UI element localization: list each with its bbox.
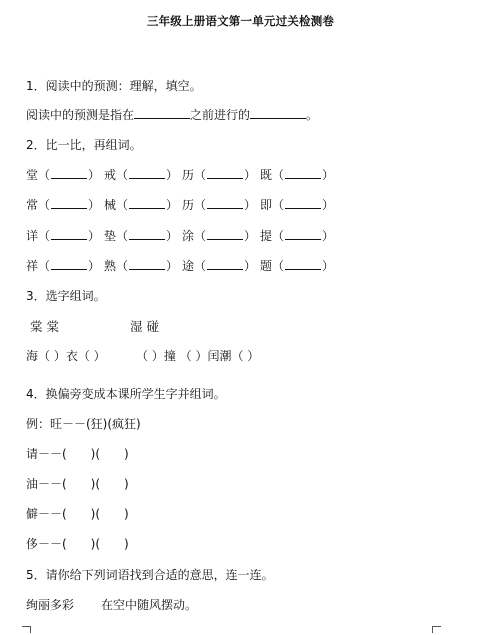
answer-blank[interactable] bbox=[207, 198, 243, 209]
q2-cell: 垫（ ） bbox=[104, 229, 179, 243]
q2-cell: 常（ ） bbox=[26, 198, 101, 212]
q2-row bbox=[26, 166, 338, 183]
q1-blank-2[interactable] bbox=[250, 108, 306, 119]
q3-line-a: 海（ ）衣（ ） bbox=[26, 349, 106, 363]
q2-row bbox=[26, 257, 338, 274]
answer-blank[interactable] bbox=[51, 168, 87, 179]
answer-blank[interactable] bbox=[207, 168, 243, 179]
answer-blank[interactable] bbox=[129, 229, 165, 240]
answer-blank[interactable] bbox=[285, 259, 321, 270]
q4-item[interactable]: 请－－( )( ) bbox=[26, 447, 129, 461]
q2-cell: 熟（ ） bbox=[104, 259, 179, 273]
q4-item[interactable]: 油－－( )( ) bbox=[26, 477, 129, 491]
q2-cell: 题（ ） bbox=[260, 259, 335, 273]
q2-cell: 械（ ） bbox=[104, 198, 179, 212]
q2-cell: 涂（ ） bbox=[182, 229, 257, 243]
q1-blank-1[interactable] bbox=[134, 108, 190, 119]
answer-blank[interactable] bbox=[285, 168, 321, 179]
answer-blank[interactable] bbox=[285, 229, 321, 240]
q4-item[interactable]: 僻－－( )( ) bbox=[26, 507, 129, 521]
q5-meaning[interactable]: 在空中随风摆动。 bbox=[101, 598, 198, 612]
q2-cell: 祥（ ） bbox=[26, 259, 101, 273]
q4-heading: 4．换偏旁变成本课所学生字并组词。 bbox=[26, 387, 226, 401]
answer-blank[interactable] bbox=[51, 229, 87, 240]
answer-blank[interactable] bbox=[285, 198, 321, 209]
q2-cell: 详（ ） bbox=[26, 229, 101, 243]
answer-blank[interactable] bbox=[51, 259, 87, 270]
q2-cell: 既（ ） bbox=[260, 168, 335, 182]
q1-text-b: 之前进行的 bbox=[190, 108, 251, 122]
answer-blank[interactable] bbox=[207, 229, 243, 240]
q2-cell: 即（ ） bbox=[260, 198, 335, 212]
q2-heading: 2．比一比，再组词。 bbox=[26, 138, 142, 152]
q4-example: 例：旺－－(狂)(疯狂) bbox=[26, 417, 141, 431]
q2-cell: 堂（ ） bbox=[26, 168, 101, 182]
q4-item[interactable]: 侈－－( )( ) bbox=[26, 537, 129, 551]
q3-line-b: （ ）撞 （ ）闰潮（ ） bbox=[136, 349, 260, 363]
q5-heading: 5．请你给下列词语找到合适的意思，连一连。 bbox=[26, 568, 274, 582]
q2-cell: 历（ ） bbox=[182, 168, 257, 182]
q3-heading: 3．选字组词。 bbox=[26, 289, 106, 303]
page-title: 三年级上册语文第一单元过关检测卷 bbox=[146, 14, 335, 28]
page-corner-mark bbox=[432, 626, 441, 633]
answer-blank[interactable] bbox=[207, 259, 243, 270]
answer-blank[interactable] bbox=[51, 198, 87, 209]
q1-heading: 1．阅读中的预测：理解，填空。 bbox=[26, 79, 202, 93]
answer-blank[interactable] bbox=[129, 259, 165, 270]
answer-blank[interactable] bbox=[129, 198, 165, 209]
q1-text-c: 。 bbox=[306, 108, 319, 122]
page-corner-mark bbox=[22, 626, 31, 633]
q2-cell: 戒（ ） bbox=[104, 168, 179, 182]
q2-row bbox=[26, 227, 338, 244]
answer-blank[interactable] bbox=[129, 168, 165, 179]
q2-cell: 历（ ） bbox=[182, 198, 257, 212]
q3-options-b: 湿 碰 bbox=[130, 319, 159, 334]
q1-text-a: 阅读中的预测是指在 bbox=[26, 108, 135, 122]
q5-word[interactable]: 绚丽多彩 bbox=[26, 598, 75, 612]
q2-row bbox=[26, 196, 338, 213]
q3-options-a: 棠 棠 bbox=[30, 319, 59, 334]
q2-cell: 途（ ） bbox=[182, 259, 257, 273]
q1-fill-line bbox=[26, 106, 318, 123]
q2-cell: 提（ ） bbox=[260, 229, 335, 243]
